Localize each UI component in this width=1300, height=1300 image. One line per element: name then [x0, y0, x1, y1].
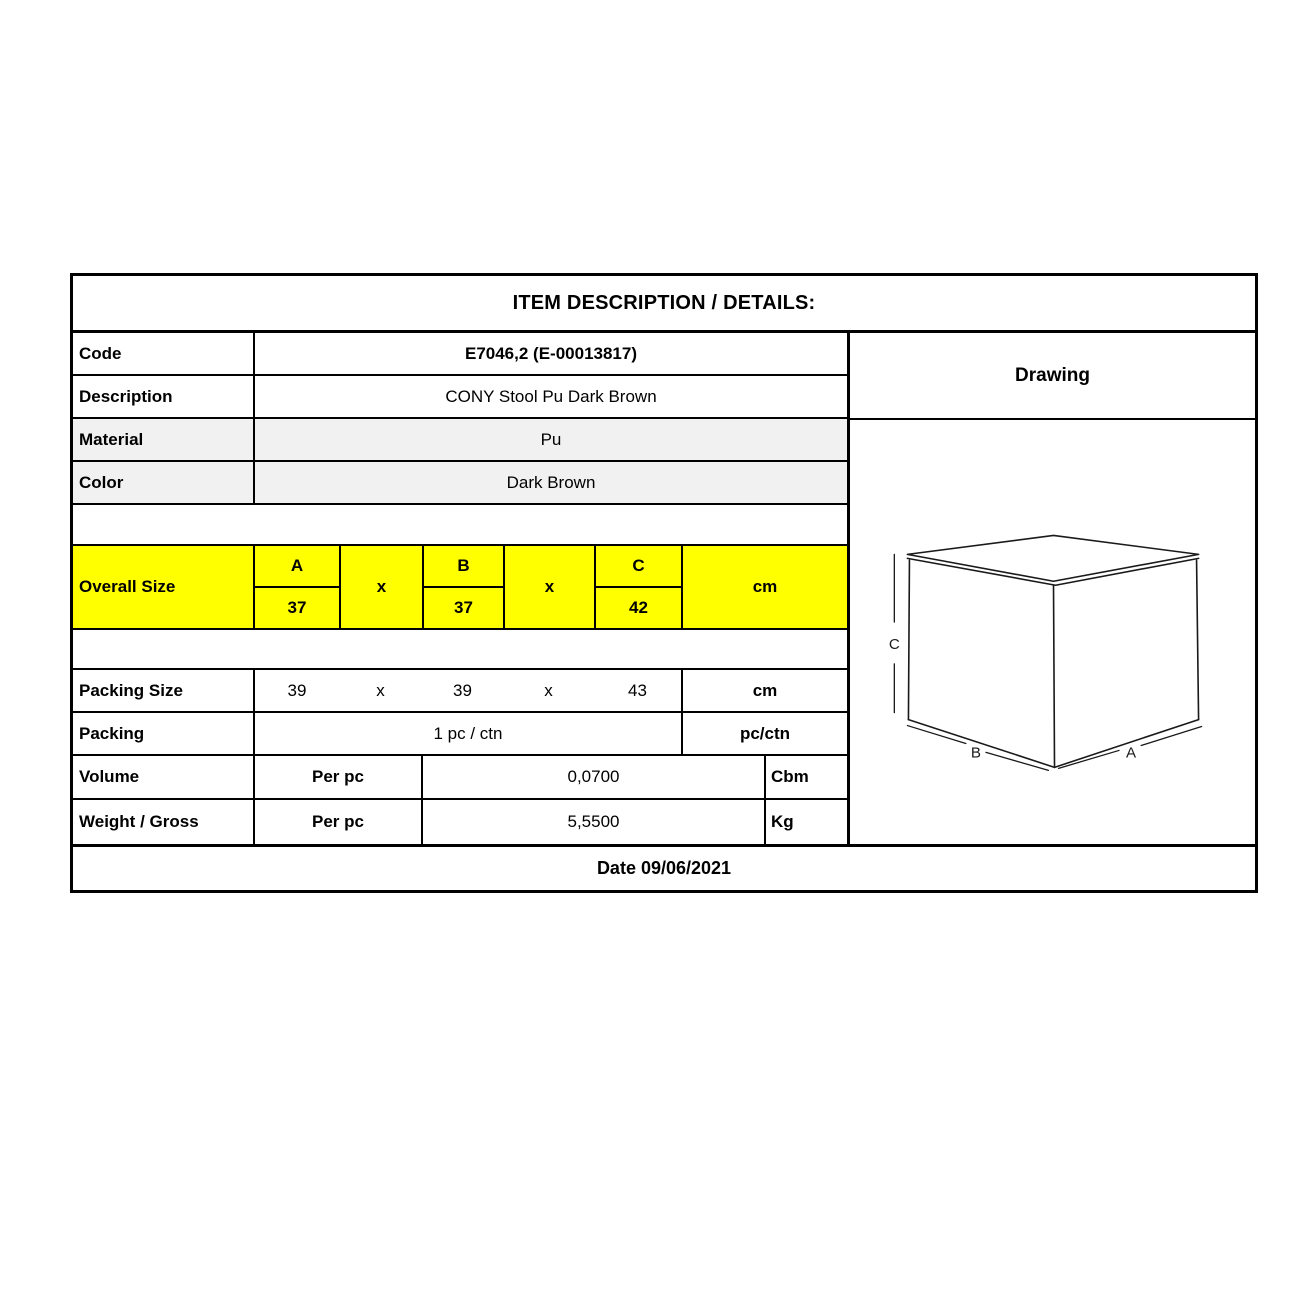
volume-basis: Per pc [253, 756, 421, 798]
volume-label: Volume [79, 767, 140, 786]
code-value: E7046,2 (E-00013817) [253, 333, 847, 374]
packing-size-unit: cm [681, 670, 847, 711]
cube-top-face [907, 535, 1198, 581]
dim-label-a: A [1126, 744, 1137, 762]
dim-c-name: C [596, 546, 681, 588]
overall-size-dim-b [422, 546, 503, 628]
volume-value: 0,0700 [421, 756, 764, 798]
dim-a-value: 37 [287, 598, 307, 617]
weight-unit: Kg [764, 800, 847, 844]
description-row [73, 376, 847, 419]
weight-row [73, 800, 847, 844]
packing-value: 1 pc / ctn [253, 713, 681, 754]
cube-left-edge [908, 560, 909, 719]
details-pane [73, 333, 847, 844]
dim-c-value: 42 [629, 598, 648, 617]
material-label: Material [73, 419, 253, 460]
overall-size-x1: x [339, 546, 422, 628]
material-value: Pu [253, 419, 847, 460]
packing-label: Packing [79, 723, 145, 743]
packing-size-c: 43 [628, 680, 647, 700]
code-row [73, 333, 847, 376]
packing-size-label: Packing Size [79, 680, 183, 700]
weight-label: Weight / Gross [79, 812, 199, 831]
color-value: Dark Brown [253, 462, 847, 503]
spacer-cell-2 [73, 630, 847, 668]
overall-size-x2: x [503, 546, 594, 628]
packing-size-b: 39 [453, 680, 472, 700]
overall-size-label: Overall Size [73, 546, 253, 628]
dim-b-name: B [424, 546, 503, 588]
dim-label-c: C [888, 635, 900, 653]
overall-size-row [73, 546, 847, 630]
date-row: Date 09/06/2021 [73, 844, 1255, 890]
packing-size-x2: x [544, 680, 553, 700]
overall-size-dim-c [594, 546, 681, 628]
weight-value: 5,5500 [421, 800, 764, 844]
overall-size-dim-a [253, 546, 339, 628]
dim-label-b: B [970, 744, 981, 762]
dim-b-value: 37 [454, 598, 473, 617]
table-title: ITEM DESCRIPTION / DETAILS: [73, 276, 1255, 333]
color-label: Color [73, 462, 253, 503]
packing-size-a: 39 [253, 670, 339, 711]
packing-unit: pc/ctn [681, 713, 847, 754]
color-row [73, 462, 847, 505]
spacer-row-2 [73, 630, 847, 670]
table-body [73, 333, 1255, 844]
description-value: CONY Stool Pu Dark Brown [253, 376, 847, 417]
cube-bottom-left-edge [908, 720, 1054, 768]
overall-size-unit: cm [681, 546, 847, 628]
packing-size-row [73, 670, 847, 713]
volume-unit: Cbm [764, 756, 847, 798]
drawing-header: Drawing [850, 333, 1255, 420]
material-row [73, 419, 847, 462]
drawing-area [850, 420, 1255, 844]
spacer-cell [73, 505, 847, 544]
packing-size-x1: x [376, 680, 385, 700]
cube-right-edge [1197, 560, 1199, 719]
stool-cube-drawing-icon [850, 420, 1255, 844]
item-details-table [70, 273, 1258, 893]
dim-a-name: A [255, 546, 339, 588]
drawing-pane [847, 333, 1255, 844]
code-label: Code [79, 343, 122, 363]
packing-row [73, 713, 847, 756]
spacer-row [73, 505, 847, 546]
description-label: Description [79, 386, 173, 406]
volume-row [73, 756, 847, 800]
cube-front-edge [1054, 585, 1055, 767]
weight-basis: Per pc [253, 800, 421, 844]
